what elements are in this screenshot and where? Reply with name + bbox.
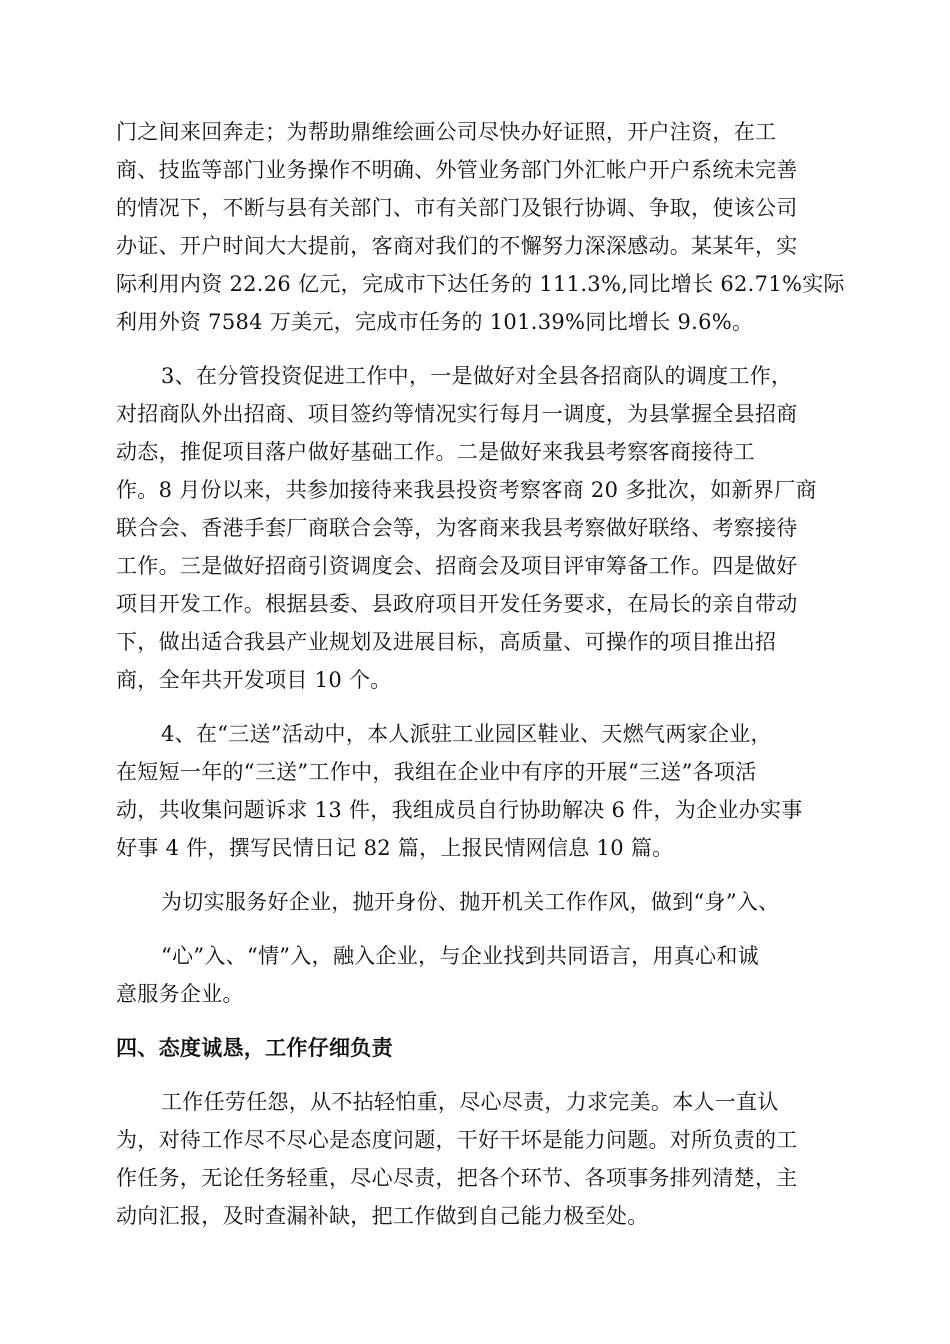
- paragraph-line: 为切实服务好企业，抛开身份、抛开机关工作作风，做到“身”入、: [161, 890, 780, 914]
- paragraph-line: “心”入、“情”入，融入企业，与企业找到共同语言，用真心和诚: [161, 944, 759, 968]
- section-heading: 四、态度诚恳，工作仔细负责: [116, 1036, 393, 1060]
- paragraph-line: 动态，推促项目落户做好基础工作。二是做好来我县考察客商接待工: [116, 440, 755, 464]
- paragraph-line: 动向汇报，及时查漏补缺，把工作做到自己能力极至处。: [116, 1204, 649, 1228]
- paragraph-line: 际利用内资 22.26 亿元，完成市下达任务的 111.3%,同比增长 62.71%实际: [116, 272, 845, 296]
- paragraph-line: 商，全年共开发项目 10 个。: [116, 668, 392, 692]
- paragraph-line: 动，共收集问题诉求 13 件，我组成员自行协助解决 6 件，为企业办实事: [116, 798, 803, 822]
- paragraph-line: 意服务企业。: [116, 982, 244, 1006]
- paragraph-line: 作任务，无论任务轻重，尽心尽责，把各个环节、各项事务排列清楚，主: [116, 1166, 798, 1190]
- paragraph-line: 好事 4 件，撰写民情日记 82 篇，上报民情网信息 10 篇。: [116, 836, 674, 860]
- paragraph-line: 4、在“三送”活动中，本人派驻工业园区鞋业、天燃气两家企业，: [161, 722, 772, 746]
- paragraph-line: 在短短一年的“三送”工作中，我组在企业中有序的开展“三送”各项活: [116, 760, 757, 784]
- paragraph-line: 3、在分管投资促进工作中，一是做好对全县各招商队的调度工作，: [161, 364, 793, 388]
- paragraph-line: 的情况下，不断与县有关部门、市有关部门及银行协调、争取，使该公司: [116, 196, 798, 220]
- paragraph-line: 作。8 月份以来，共参加接待来我县投资考察客商 20 多批次，如新界厂商: [116, 478, 817, 502]
- paragraph-line: 工作。三是做好招商引资调度会、招商会及项目评审筹备工作。四是做好: [116, 554, 798, 578]
- paragraph-line: 项目开发工作。根据县委、县政府项目开发任务要求，在局长的亲自带动: [116, 592, 798, 616]
- paragraph-line: 为，对待工作尽不尽心是态度问题，干好干坏是能力问题。对所负责的工: [116, 1128, 798, 1152]
- paragraph-line: 联合会、香港手套厂商联合会等，为客商来我县考察做好联络、考察接待: [116, 516, 798, 540]
- paragraph-line: 下，做出适合我县产业规划及进展目标，高质量、可操作的项目推出招: [116, 630, 777, 654]
- paragraph-line: 工作任劳任怨，从不拈轻怕重，尽心尽责，力求完美。本人一直认: [161, 1090, 779, 1114]
- paragraph-line: 商、技监等部门业务操作不明确、外管业务部门外汇帐户开户系统未完善: [116, 158, 798, 182]
- paragraph-line: 办证、开户时间大大提前，客商对我们的不懈努力深深感动。某某年，实: [116, 234, 798, 258]
- paragraph-line: 利用外资 7584 万美元，完成市任务的 101.39%同比增长 9.6%。: [116, 310, 754, 334]
- paragraph-line: 对招商队外出招商、项目签约等情况实行每月一调度，为县掌握全县招商: [116, 402, 798, 426]
- paragraph-line: 门之间来回奔走；为帮助鼎维绘画公司尽快办好证照，开户注资，在工: [116, 120, 777, 144]
